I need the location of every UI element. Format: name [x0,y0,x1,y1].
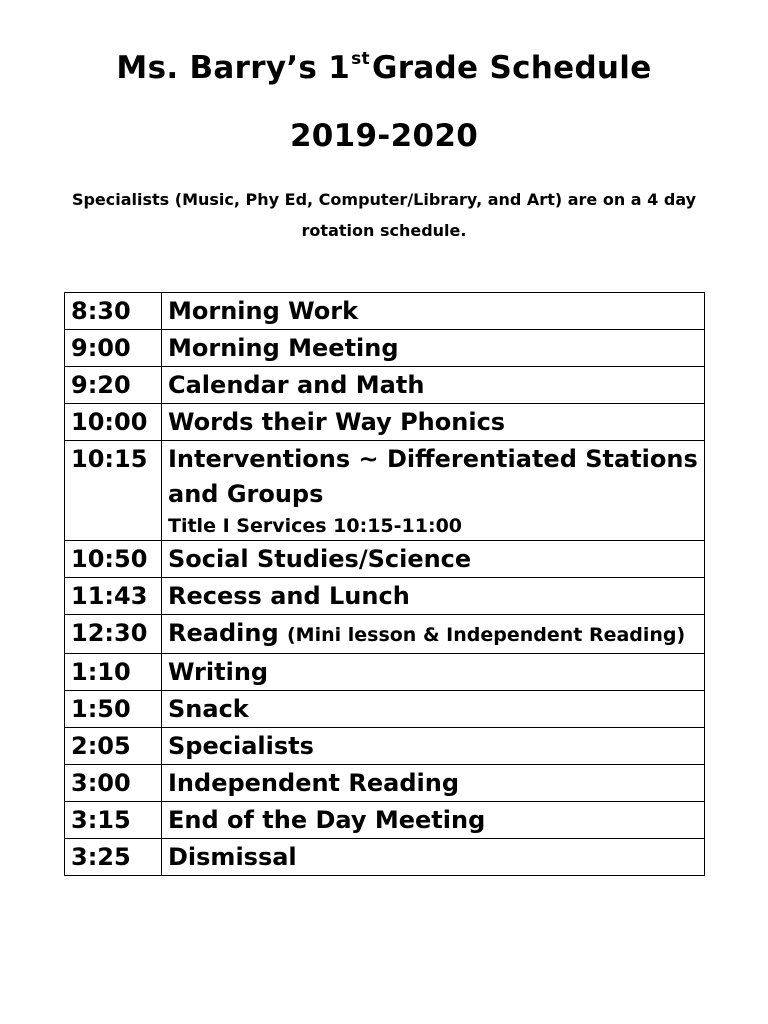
time-cell: 11:43 [65,578,162,615]
activity-cell: Calendar and Math [162,367,705,404]
schedule-table [64,292,705,876]
table-row [65,765,705,802]
title-prefix: Ms. Barry’s 1 [116,50,351,86]
activity-cell: Words their Way Phonics [162,404,705,441]
activity-label: Interventions ~ Differentiated Stations and Groups [168,445,698,508]
activity-detail: (Mini lesson & Independent Reading) [286,624,686,646]
time-cell: 3:25 [65,839,162,876]
table-row [65,691,705,728]
activity-cell: Dismissal [162,839,705,876]
table-row [65,441,705,541]
time-cell: 12:30 [65,615,162,654]
activity-cell: Independent Reading [162,765,705,802]
activity-cell: Morning Meeting [162,330,705,367]
specialists-note: Specialists (Music, Phy Ed, Computer/Library, and Art) are on a 4 day rotation schedule. [71,190,697,240]
activity-cell: Specialists [162,728,705,765]
time-cell: 2:05 [65,728,162,765]
time-cell: 3:15 [65,802,162,839]
time-cell: 10:00 [65,404,162,441]
time-cell: 1:50 [65,691,162,728]
activity-cell: End of the Day Meeting [162,802,705,839]
activity-cell: Writing [162,654,705,691]
table-row [65,839,705,876]
activity-cell: Social Studies/Science [162,541,705,578]
time-cell: 1:10 [65,654,162,691]
time-cell: 9:20 [65,367,162,404]
title-suffix: Grade Schedule [371,50,652,86]
table-row [65,654,705,691]
time-cell: 10:15 [65,441,162,541]
activity-note: Title I Services 10:15-11:00 [168,515,463,537]
time-cell: 8:30 [65,293,162,330]
page-title [0,50,768,86]
table-row [65,615,705,654]
activity-cell: Recess and Lunch [162,578,705,615]
table-row [65,293,705,330]
activity-cell: Morning Work [162,293,705,330]
time-cell: 9:00 [65,330,162,367]
table-row [65,330,705,367]
activity-cell: Snack [162,691,705,728]
table-row [65,802,705,839]
table-row [65,404,705,441]
table-row [65,728,705,765]
table-row [65,578,705,615]
activity-label: Reading [168,619,279,647]
title-ordinal-suffix: st [351,49,370,69]
table-row [65,367,705,404]
time-cell: 3:00 [65,765,162,802]
activity-cell [162,615,705,654]
activity-cell [162,441,705,541]
table-row [65,541,705,578]
time-cell: 10:50 [65,541,162,578]
school-year: 2019-2020 [289,118,479,154]
